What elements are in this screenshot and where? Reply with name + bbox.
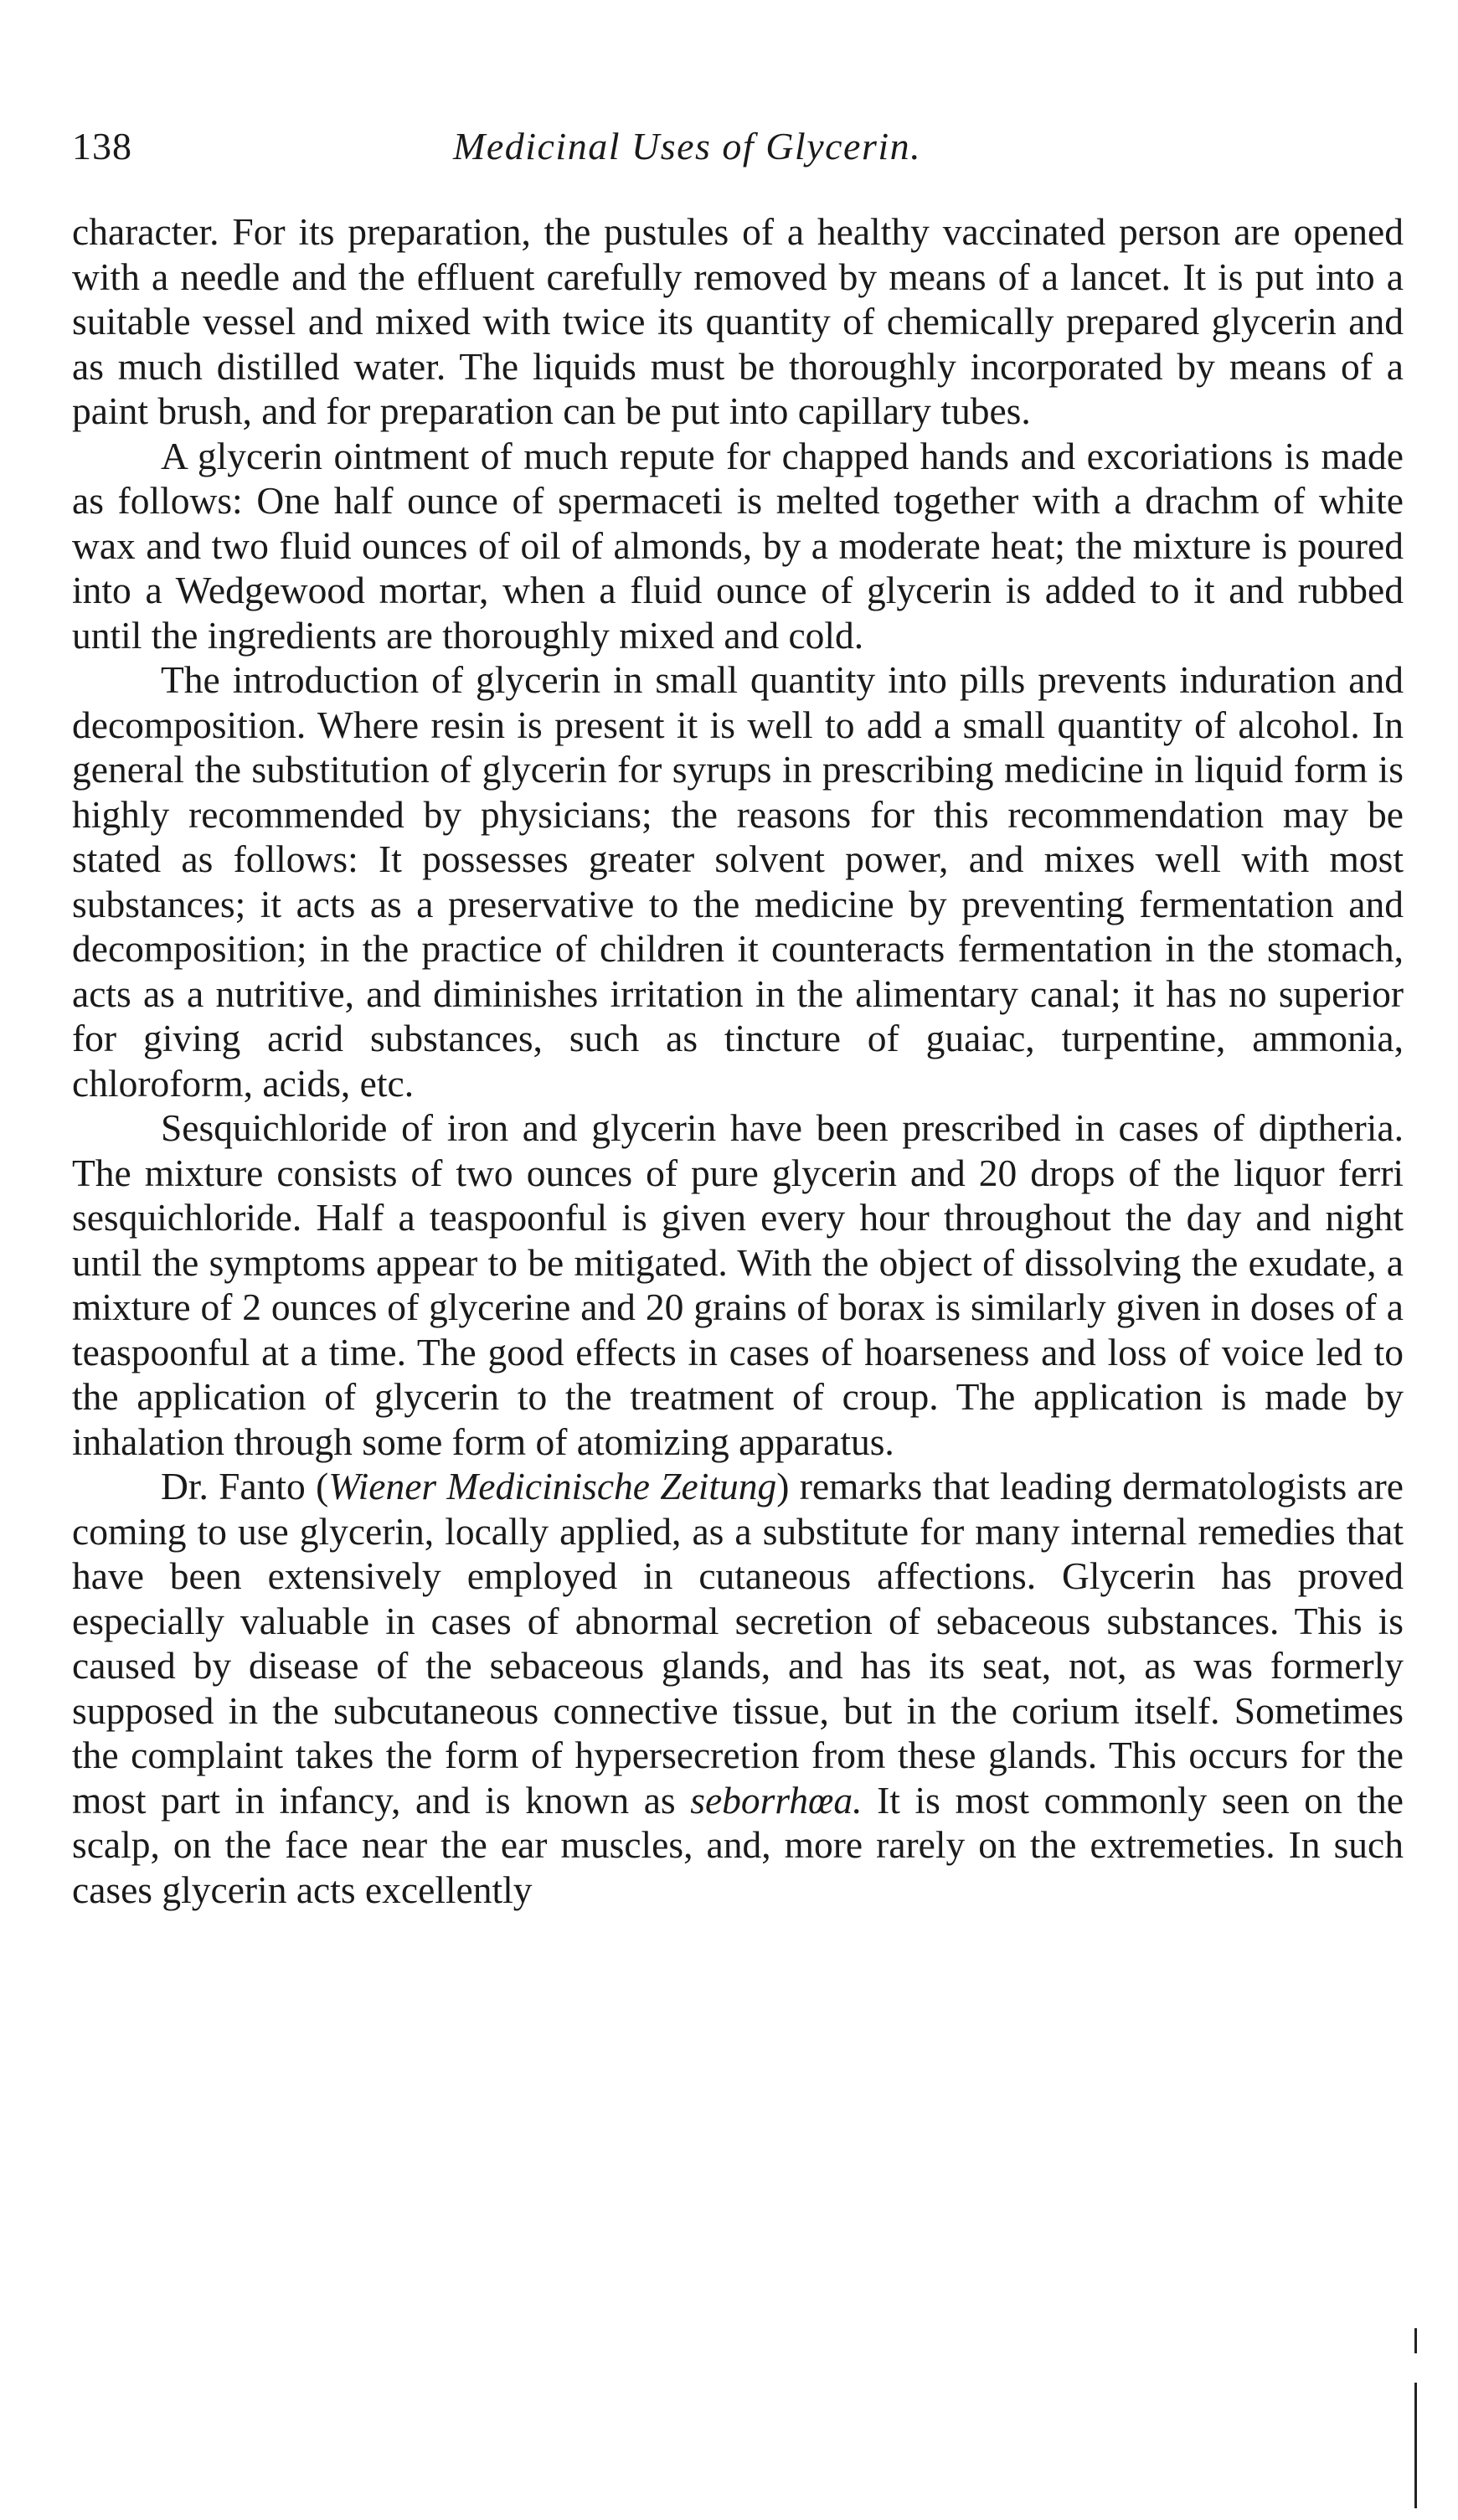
margin-line (1414, 2383, 1417, 2508)
medical-term: seborrhœa. (690, 1778, 863, 1822)
running-title: Medicinal Uses of Glycerin. (453, 125, 922, 167)
paragraph-pills-and-syrups: The introduction of glycerin in small quantity into pills prevents induration and decomposition. Where resin is present it is well to add a small quantity of alcohol. In general the substitution of glycerin for syrups in prescribing medicine in liquid form is highly recommended by physicians; the reasons for this recommendation may be stated as follows: It possesses greater solvent power, and mixes well with most substances; it acts as a preservative to the medicine by preventing fermentation and decomposition; in the practice of children it counteracts fermentation in the stomach, acts as a nutritive, and diminishes irritation in the alimentary canal; it has no superior for giving acrid substances, such as tincture of guaiac, turpentine, ammonia, chloroform, acids, etc. (72, 658, 1404, 1105)
paragraph-diptheria-treatment: Sesquichloride of iron and glycerin have been prescribed in cases of diptheria. The mixture consists of two ounces of pure glycerin and 20 drops of the liquor ferri sesquichloride. Half a teaspoonful is given every hour throughout the day and night until the symptoms appear to be mitigated. With the object of dissolving the exudate, a mixture of 2 ounces of glycerine and 20 grains of borax is similarly given in doses of a teaspoonful at a time. The good effects in cases of hoarseness and loss of voice led to the application of glycerin to the treatment of croup. The application is made by inhalation through some form of atomizing apparatus. (72, 1106, 1404, 1463)
body-text (72, 209, 1404, 1912)
paragraph-vaccine-preparation: character. For its preparation, the pustules of a healthy vaccinated person are opened with a needle and the effluent carefully removed by means of a lancet. It is put into a suitable vessel and mixed with twice its quantity of chemically prepared glycerin and as much distilled water. The liquids must be thoroughly incorporated by means of a paint brush, and for preparation can be put into capillary tubes. (72, 210, 1404, 432)
paragraph-glycerin-ointment: A glycerin ointment of much repute for chapped hands and excoriations is made as follows: One half ounce of spermaceti is melted together with a drachm of white wax and two fluid ounces of oil of almonds, by a moderate heat; the mixture is poured into a Wedgewood mortar, when a fluid ounce of glycerin is added to it and rubbed until the ingredients are thoroughly mixed and cold. (72, 434, 1404, 657)
margin-mark (1414, 2328, 1417, 2353)
p5-text-middle: ) remarks that leading dermatologists are coming to use glycerin, locally applied, as a substitute for many internal remedies that have been extensively employed in cutaneous affections. Glycerin has proved especially valuable in cases of abnormal secretion of sebaceous substances. This is caused by disease of the sebaceous glands, and has its seat, not, as was formerly supposed in the subcutaneous connective tissue, but in the corium itself. Sometimes the complaint takes the form of hypersecretion from these glands. This occurs for the most part in infancy, and is known as (72, 1465, 1404, 1822)
page-number: 138 (72, 125, 132, 167)
running-header (72, 124, 1395, 183)
journal-title: Wiener Medicinische Zeitung (328, 1465, 777, 1507)
p5-text-end: It is most commonly seen on the scalp, on the face near the ear muscles, and, more rarely on the extremeties. In such cases glycerin acts excellently (72, 1778, 1404, 1911)
paragraph-dermatology (72, 1464, 1404, 1912)
p5-text-start: Dr. Fanto ( (161, 1465, 329, 1507)
